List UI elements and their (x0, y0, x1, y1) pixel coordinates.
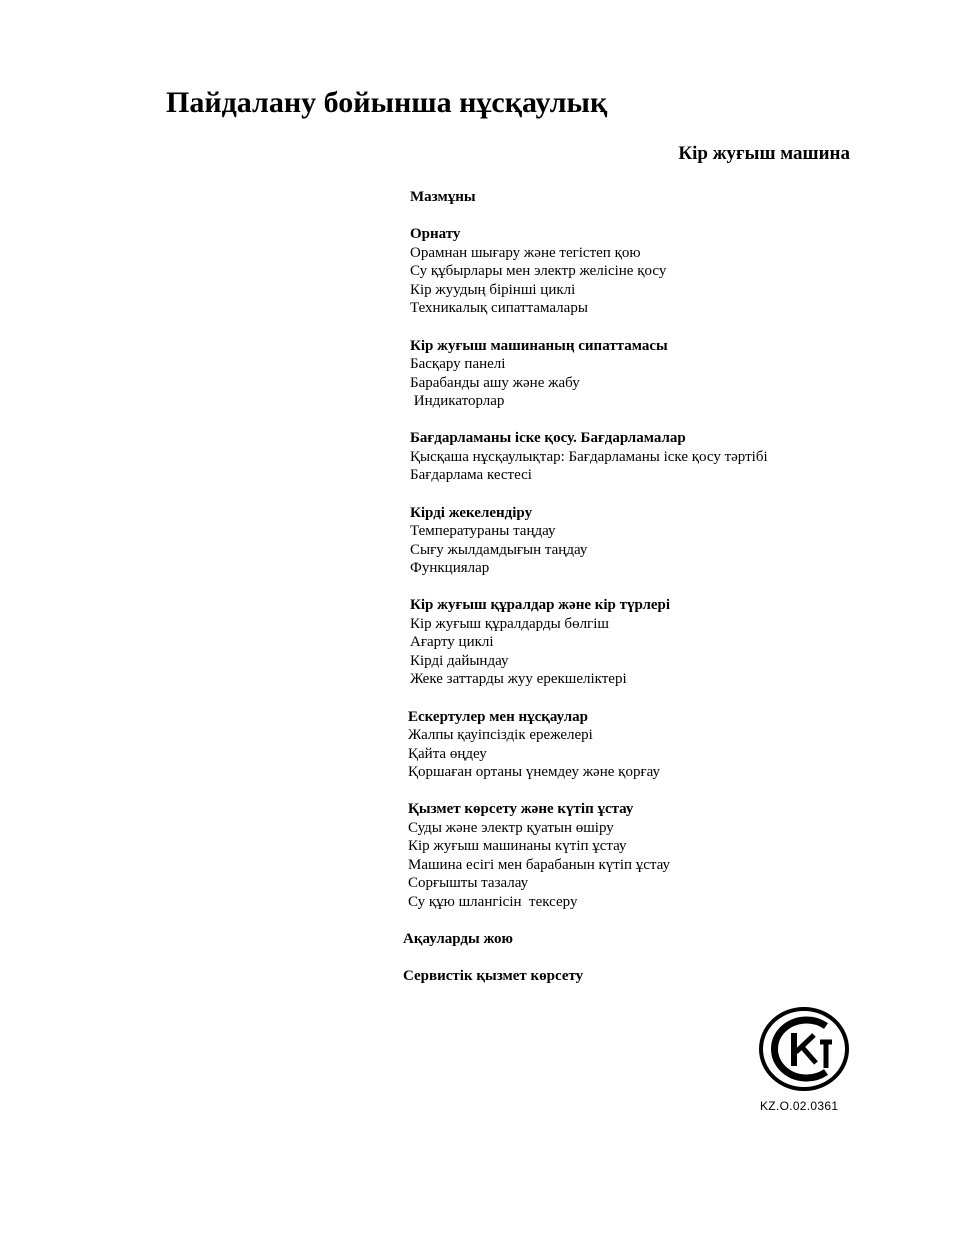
toc-section-title: Қызмет көрсету және күтіп ұстау (408, 801, 634, 817)
page-title: Пайдалану бойынша нұсқаулық (166, 86, 608, 119)
toc-heading: Мазмұны (410, 189, 476, 205)
toc-item: Функциялар (410, 560, 490, 576)
toc-item: Қайта өңдеу (408, 746, 487, 762)
toc-section-title: Сервистік қызмет көрсету (403, 968, 584, 984)
toc-item: Су құю шлангісін тексеру (408, 894, 578, 910)
toc-item: Кір жуудың бірінші циклі (410, 282, 576, 298)
toc-item: Қоршаған ортаны үнемдеу және қорғау (408, 764, 660, 780)
toc-item: Сорғышты тазалау (408, 875, 529, 891)
toc-item: Ағарту циклі (410, 634, 494, 650)
toc-item: Сығу жылдамдығын таңдау (410, 542, 588, 558)
toc-item: Бағдарлама кестесі (410, 467, 532, 483)
toc-section-title: Кір жуғыш құралдар және кір түрлері (410, 597, 671, 613)
certification-mark-icon (758, 1006, 850, 1092)
toc-item: Индикаторлар (410, 393, 505, 409)
toc-section-title: Орнату (410, 226, 461, 242)
toc-section-title: Ақауларды жою (403, 931, 513, 947)
toc-item: Қысқаша нұсқаулықтар: Бағдарламаны іске қосу тәртібі (410, 449, 768, 465)
toc-item: Жеке заттарды жуу ерекшеліктері (410, 671, 627, 687)
toc-item: Жалпы қауіпсіздік ережелері (408, 727, 593, 743)
toc-item: Техникалық сипаттамалары (410, 300, 588, 316)
toc-section-title: Бағдарламаны іске қосу. Бағдарламалар (410, 430, 686, 446)
toc-item: Машина есігі мен барабанын күтіп ұстау (408, 857, 671, 873)
toc-section-title: Кірді жекелендіру (410, 505, 533, 521)
document-subtitle: Кір жуғыш машина (678, 143, 850, 164)
toc-item: Орамнан шығару және тегістеп қою (410, 245, 641, 261)
toc-section-title: Ескертулер мен нұсқаулар (408, 709, 589, 725)
toc-item: Кірді дайындау (410, 653, 509, 669)
toc-item: Су құбырлары мен электр желісіне қосу (410, 263, 667, 279)
toc-item: Кір жуғыш құралдарды бөлгіш (410, 616, 609, 632)
toc-section-title: Кір жуғыш машинаның сипаттамасы (410, 338, 668, 354)
toc-item: Басқару панелі (410, 356, 506, 372)
certification-code: KZ.O.02.0361 (760, 1099, 839, 1113)
toc-item: Барабанды ашу және жабу (410, 375, 580, 391)
toc-item: Кір жуғыш машинаны күтіп ұстау (408, 838, 627, 854)
toc-item: Суды және электр қуатын өшіру (408, 820, 614, 836)
toc-item: Температураны таңдау (410, 523, 556, 539)
